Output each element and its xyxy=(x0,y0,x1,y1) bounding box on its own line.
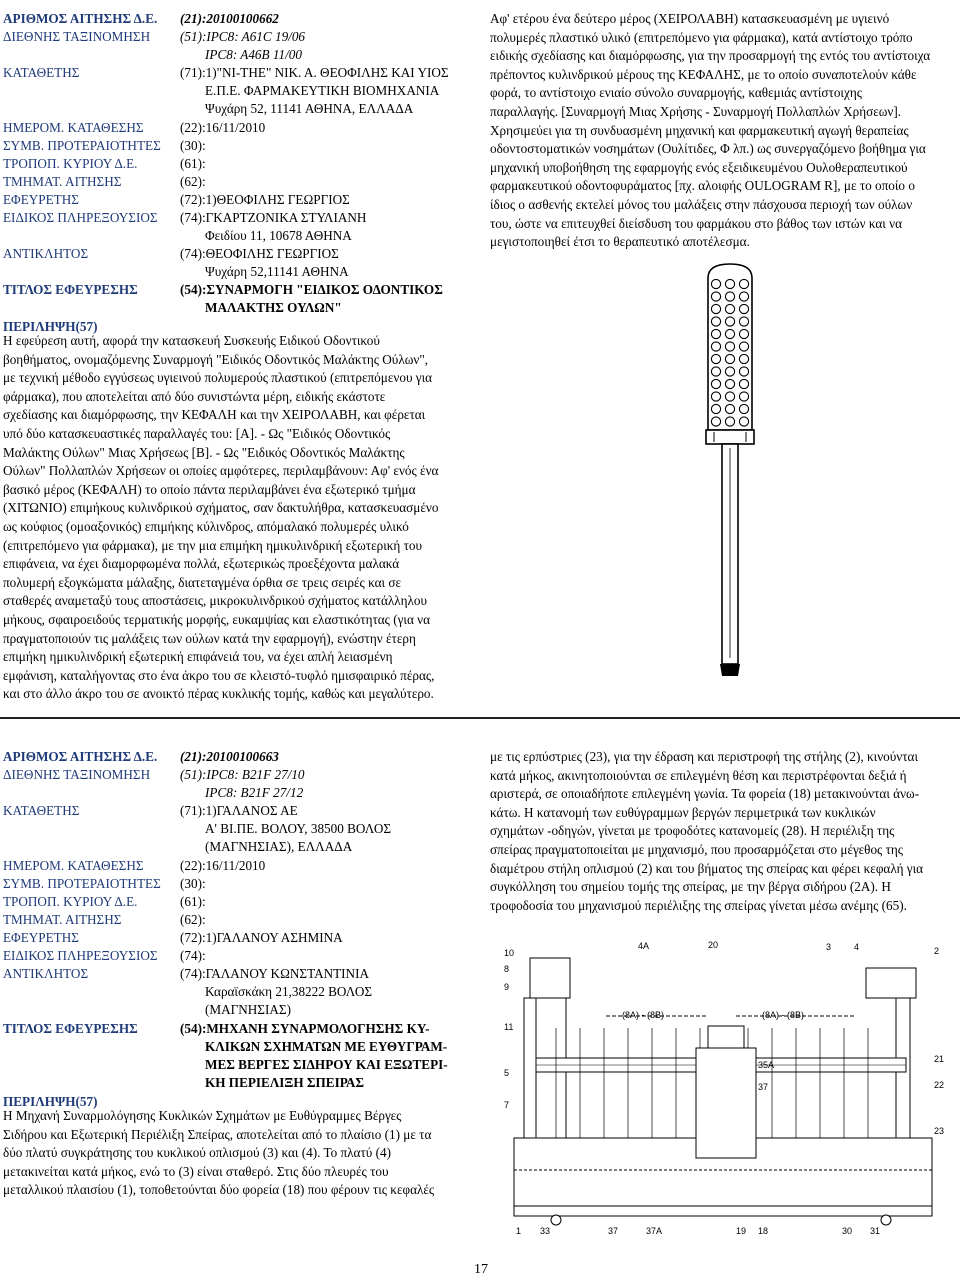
agent-label: ΕΙΔΙΚΟΣ ΠΛΗΡΕΞΟΥΣΙΟΣ xyxy=(3,210,158,225)
text-line: δύο πλατύ συγκράτησης του κυκλικού οπλισμού (3) και (4). Το πλατύ (4) xyxy=(3,1145,391,1161)
rep-address: Ψυχάρη 52,11141 ΑΘΗΝΑ xyxy=(205,264,349,279)
rep-label: ΑΝΤΙΚΛΗΤΟΣ xyxy=(3,966,89,981)
text-line: διαμέτρου στήλη οπλισμού (2) και του βήματος της σπείρας και φέρει κεφαλή για xyxy=(490,860,924,876)
nodule xyxy=(725,342,734,351)
text-line: Χρησιμεύει για τη συνδυασμένη μηχανική και φαρμακευτική αγωγή θεραπείας xyxy=(490,122,909,138)
ipc-label: ΔΙΕΘΝΗΣ ΤΑΞΙΝΟΜΗΣΗ xyxy=(3,767,151,782)
app-number-label: ΑΡΙΘΜΟΣ ΑΙΤΗΣΗΣ Δ.Ε. xyxy=(3,749,158,764)
label-33: 33 xyxy=(540,1226,551,1236)
text-line: πολυμερές πλαστικό υλικό (επιτρεπόμενο για φάρμακα), κατά αντίστοιχο τρόπο xyxy=(490,29,913,45)
label-11: 11 xyxy=(504,1022,514,1032)
text-line: τροφοδοσία του μηχανισμού περιέλιξης της σπείρας γίνεται μέσω ανέμης (65). xyxy=(490,897,907,913)
nodule xyxy=(725,329,734,338)
text-line: εμφάνιση, καταλήγοντας στο ένα άκρο του σε κλειστό-τυφλό ημισφαιρικό πέρας, xyxy=(3,667,435,683)
applicant-value-2: Ε.Π.Ε. ΦΑΡΜΑΚΕΥΤΙΚΗ ΒΙΟΜΗΧΑΝΙΑ xyxy=(205,83,440,98)
text-line: (ΧΙΤΩΝΙΟ) επιμήκους κυλινδρικού σχήματος, σαν δακτυλήθρα, κατασκευασμένο xyxy=(3,500,439,516)
nodule xyxy=(739,304,748,313)
app-number-value: (21):20100100662 xyxy=(180,11,279,26)
agent-label: ΕΙΔΙΚΟΣ ΠΛΗΡΕΞΟΥΣΙΟΣ xyxy=(3,948,158,963)
label-22: 22 xyxy=(934,1080,945,1090)
rep-value: (74):ΘΕΟΦΙΛΗΣ ΓΕΩΡΓΙΟΣ xyxy=(180,246,339,261)
applicant-address-2: (ΜΑΓΝΗΣΙΑΣ), ΕΛΛΑΔΑ xyxy=(205,839,353,854)
modif-label: ΤΡΟΠΟΠ. ΚΥΡΙΟΥ Δ.Ε. xyxy=(3,894,138,909)
nodule xyxy=(739,317,748,326)
nodule xyxy=(739,417,748,426)
ipc-value: (51):IPC8: B21F 27/10 xyxy=(180,767,305,782)
title-value-2: ΚΛΙΚΩΝ ΣΧΗΜΑΤΩΝ ΜΕ ΕΥΘΥΓΡΑΜ- xyxy=(205,1039,448,1054)
priority-value: (30): xyxy=(180,138,206,153)
text-line: Σιδήρου και Εξωτερική Περιέλιξη Σπείρας, αποτελείται από το πλαίσιο (1) με τα xyxy=(3,1126,432,1142)
applicant-value: (71):1)"NI-THE" ΝΙΚ. Α. ΘΕΟΦΙΛΗΣ ΚΑΙ ΥΙΟΣ xyxy=(180,65,449,80)
abstract-label: ΠΕΡΙΛΗΨΗ(57) xyxy=(3,1094,98,1109)
label-8a8b-2: (8Α) - (8Β) xyxy=(762,1010,805,1020)
text-line: πραγματοποιούν τις μαλάξεις των ούλων κατά την εφαρμογή), ενώστην έτερη xyxy=(3,630,416,646)
text-line: Η Μηχανή Συναρμολόγησης Κυκλικών Σχημάτων με Ευθύγραμμες Βέργες xyxy=(3,1108,402,1123)
label-23: 23 xyxy=(934,1126,945,1136)
text-line: ειδικής σχεδίασης και διαμόρφωσης, για την προσαρμογή της εντός του αντίστοιχα xyxy=(490,48,931,64)
text-line: σταθερές αναμεταξύ τους αποστάσεις, μικροκυλινδρικού σχήματος κατάλληλου xyxy=(3,593,428,609)
nodule xyxy=(739,367,748,376)
applicant-value: (71):1)ΓΑΛΑΝΟΣ ΑΕ xyxy=(180,803,298,818)
label-2: 2 xyxy=(934,946,940,956)
text-line: Η εφεύρεση αυτή, αφορά την κατασκευή Συσκευής Ειδικού Οδοντικού xyxy=(3,333,380,348)
text-line: ίδιος ο ασθενής εκτελεί μόνος του μαλάξεις στην πάσχουσα περιοχή των ούλων xyxy=(490,196,913,212)
text-line: οδοντοστοματικών νοσημάτων (Ουλίτιδες, Φ λπ.) ως συνεργαζόμενο βοήθημα για xyxy=(490,141,926,157)
label-3: 3 xyxy=(826,942,832,952)
label-37b: 37 xyxy=(608,1226,619,1236)
nodule xyxy=(725,354,734,363)
dental-massager-figure xyxy=(696,262,764,682)
label-30: 30 xyxy=(842,1226,853,1236)
label-19: 19 xyxy=(736,1226,747,1236)
label-7: 7 xyxy=(504,1100,510,1110)
text-line: φορά, το αντίστοιχο ενιαίο σύνολο συναρμογής, καθεμιάς αντίστοιχης xyxy=(490,85,862,101)
label-37: 37 xyxy=(758,1082,769,1092)
nodule xyxy=(725,379,734,388)
text-line: φαρμακευτικού οδοντοφυράματος [πχ. αλοιφής OULOGRAM R], με το οποίο ο xyxy=(490,178,915,194)
app-number-value: (21):20100100663 xyxy=(180,749,279,764)
nodule xyxy=(739,392,748,401)
label-4: 4 xyxy=(854,942,860,952)
applicant-label: ΚΑΤΑΘΕΤΗΣ xyxy=(3,65,80,80)
nodule xyxy=(739,342,748,351)
division-label: ΤΜΗΜΑΤ. ΑΙΤΗΣΗΣ xyxy=(3,912,122,927)
nodule xyxy=(711,404,720,413)
rep-label: ΑΝΤΙΚΛΗΤΟΣ xyxy=(3,246,89,261)
filing-date-label: ΗΜΕΡΟΜ. ΚΑΤΑΘΕΣΗΣ xyxy=(3,120,144,135)
agent-value: (74):ΓΚΑΡΤΖΟΝΙΚΑ ΣΤΥΛΙΑΝΗ xyxy=(180,210,367,225)
inventor-label: ΕΦΕΥΡΕΤΗΣ xyxy=(3,192,79,207)
text-line: μεγιστοποιηθεί έτσι το θεραπευτικό αποτέλεσμα. xyxy=(490,234,750,250)
nodule xyxy=(725,367,734,376)
nodule xyxy=(711,329,720,338)
label-9: 9 xyxy=(504,982,510,992)
text-line: παραλλαγής. [Συναρμογή Μιας Χρήσης - Συναρμογή Πολλαπλών Χρήσεων]. xyxy=(490,103,902,119)
text-line: υπό δύο κατασκευαστικές παραλλαγές του: [Α]. - Ως "Ειδικός Οδοντικός xyxy=(3,425,391,441)
abstract-label: ΠΕΡΙΛΗΨΗ(57) xyxy=(3,319,98,334)
text-line: με τεχνική μέθοδο εγγύσεως υγιεινού πολυμερούς πλαστικού (επιτρεπόμενου για xyxy=(3,370,433,386)
label-8: 8 xyxy=(504,964,510,974)
nodule xyxy=(725,392,734,401)
nodule xyxy=(725,404,734,413)
rep-value: (74):ΓΑΛΑΝΟΥ ΚΩΝΣΤΑΝΤΙΝΙΑ xyxy=(180,966,369,981)
label-1: 1 xyxy=(516,1226,522,1236)
nodule xyxy=(711,317,720,326)
rep-address-2: (ΜΑΓΝΗΣΙΑΣ) xyxy=(205,1002,291,1017)
text-line: Αφ' ετέρου ένα δεύτερο μέρος (ΧΕΙΡΟΛΑΒΗ) κατασκευασμένη με υγιεινό xyxy=(490,11,890,26)
text-line: του, ώστε να επιτευχθεί διείσδυση του φαρμάκου στο βάθος των ιστών και να xyxy=(490,215,902,231)
nodule xyxy=(725,304,734,313)
abstract-text xyxy=(3,332,469,704)
text-line: σχημάτων -οδηγών, γίνεται με τροφοδότες κατανομείς (28). Η περιέλιξη της xyxy=(490,823,895,839)
inventor-value: (72):1)ΘΕΟΦΙΛΗΣ ΓΕΩΡΓΙΟΣ xyxy=(180,192,350,207)
text-line: ως κούφιος (ομοαξονικός) επιμήκης κύλινδρος, απόμαλακό πολυμερές υλικό xyxy=(3,518,409,534)
text-line: φάρμακα), που αποτελείται από δύο συνιστώντα μέρη, ειδικής εκάστοτε xyxy=(3,388,386,404)
nodule xyxy=(711,342,720,351)
nodule xyxy=(725,317,734,326)
nodule xyxy=(739,292,748,301)
title-value: (54):ΣΥΝΑΡΜΟΓΗ "ΕΙΔΙΚΟΣ ΟΔΟΝΤΙΚΟΣ xyxy=(180,282,443,297)
nodule xyxy=(711,379,720,388)
label-31: 31 xyxy=(870,1226,881,1236)
division-value: (62): xyxy=(180,174,206,189)
text-line: βοηθήματος, ονομαζόμενης Συναρμογή "Ειδικός Οδοντικός Μαλάκτης Ούλων", xyxy=(3,351,429,367)
nodule xyxy=(711,354,720,363)
modif-value: (61): xyxy=(180,156,206,171)
ipc-value-2: IPC8: B21F 27/12 xyxy=(205,785,304,800)
label-35a: 35Α xyxy=(758,1060,775,1070)
label-18: 18 xyxy=(758,1226,769,1236)
agent-address: Φειδίου 11, 10678 ΑΘΗΝΑ xyxy=(205,228,352,243)
nodule xyxy=(725,417,734,426)
nodule xyxy=(739,404,748,413)
nodule xyxy=(711,392,720,401)
nodule xyxy=(739,379,748,388)
abstract-continuation xyxy=(490,748,953,915)
text-line: πολυμερή εξογκώματα μάλαξης, διατεταγμένα όρθια σε τρεις σειρές και σε xyxy=(3,574,401,590)
nodule xyxy=(711,367,720,376)
applicant-address: Ψυχάρη 52, 11141 ΑΘΗΝΑ, ΕΛΛΑΔΑ xyxy=(205,101,414,116)
applicant-address: Α' ΒΙ.ΠΕ. ΒΟΛΟΥ, 38500 ΒΟΛΟΣ xyxy=(205,821,392,836)
text-line: μηχανική υποβοήθηση της εφαρμογής ενός εξειδικευμένου Ουλοθεραπευτικού xyxy=(490,159,908,175)
nodule xyxy=(711,417,720,426)
text-line: μεταλλικού πλαισίου (1), τοποθετούνται δύο φορεία (18) που φέρουν τις κεφαλές xyxy=(3,1182,435,1198)
text-line: σπείρας πραγματοποιείται με μηχανισμό, που προσαρμόζεται στο μέγεθος της xyxy=(490,841,903,857)
nodule xyxy=(739,329,748,338)
nodule xyxy=(711,304,720,313)
label-20: 20 xyxy=(708,940,719,950)
inventor-label: ΕΦΕΥΡΕΤΗΣ xyxy=(3,930,79,945)
modif-value: (61): xyxy=(180,894,206,909)
agent-value: (74): xyxy=(180,948,206,963)
label-10: 10 xyxy=(504,948,515,958)
ipc-value-2: IPC8: A46B 11/00 xyxy=(205,47,302,62)
abstract-text xyxy=(3,1107,469,1200)
machine-figure xyxy=(496,938,954,1238)
abstract-continuation xyxy=(490,10,953,252)
nodule xyxy=(739,279,748,288)
nodule xyxy=(725,292,734,301)
text-line: σχεδίασης και διαμόρφωσης, την ΚΕΦΑΛΗ και την ΧΕΙΡΟΛΑΒΗ, και φέρεται xyxy=(3,407,426,423)
filing-date-value: (22):16/11/2010 xyxy=(180,120,266,135)
text-line: κάτω. Η κατανομή των ευθύγραμμων βεργών περιμετρικά των κυκλικών xyxy=(490,804,876,820)
nodule xyxy=(725,279,734,288)
label-37a: 37Α xyxy=(646,1226,663,1236)
filing-date-value: (22):16/11/2010 xyxy=(180,858,266,873)
text-line: (επιτρεπόμενο για φάρμακα), με την μια επιμήκη ημικυλινδρική εξωτερική του xyxy=(3,537,423,553)
division-label: ΤΜΗΜΑΤ. ΑΙΤΗΣΗΣ xyxy=(3,174,122,189)
title-label: ΤΙΤΛΟΣ ΕΦΕΥΡΕΣΗΣ xyxy=(3,1021,138,1036)
ipc-value: (51):IPC8: A61C 19/06 xyxy=(180,29,306,44)
text-line: συγκόλληση του σημείου τομής της σπείρας, με την βέργα σιδήρου (2Α). Η xyxy=(490,879,891,895)
division-value: (62): xyxy=(180,912,206,927)
applicant-label: ΚΑΤΑΘΕΤΗΣ xyxy=(3,803,80,818)
nodule xyxy=(739,354,748,363)
priority-label: ΣΥΜΒ. ΠΡΟΤΕΡΑΙΟΤΗΤΕΣ xyxy=(3,138,161,153)
page-number: 17 xyxy=(474,1262,488,1277)
label-21: 21 xyxy=(934,1054,945,1064)
priority-label: ΣΥΜΒ. ΠΡΟΤΕΡΑΙΟΤΗΤΕΣ xyxy=(3,876,161,891)
text-line: αριστερά, σε οποιαδήποτε επιλεγμένη γωνία. Τα φορεία (18) μετακινούνται άνω- xyxy=(490,786,920,802)
nodule xyxy=(711,279,720,288)
text-line: και στο άλλο άκρο του σε ανοικτό πέρας κυκλικής τομής, καθώς και μεγαλύτερο. xyxy=(3,686,434,702)
filing-date-label: ΗΜΕΡΟΜ. ΚΑΤΑΘΕΣΗΣ xyxy=(3,858,144,873)
title-value-3: ΜΕΣ ΒΕΡΓΕΣ ΣΙΔΗΡΟΥ ΚΑΙ ΕΞΩΤΕΡΙ- xyxy=(205,1057,448,1072)
ipc-label: ΔΙΕΘΝΗΣ ΤΑΞΙΝΟΜΗΣΗ xyxy=(3,29,151,44)
text-line: πρέποντος κυλινδρικού μέρους της ΚΕΦΑΛΗΣ, με το οποίο συναποτελούν κάθε xyxy=(490,66,917,82)
label-5: 5 xyxy=(504,1068,510,1078)
text-line: Μαλάκτης Ούλων" Μιας Χρήσεως [Β]. - Ως "Ειδικός Οδοντικός Μαλάκτης xyxy=(3,444,405,460)
text-line: κατά μήκος, ακινητοποιούνται σε επιλεγμένη θέση και περιστρέφονται δεξιά ή xyxy=(490,767,907,783)
app-number-label: ΑΡΙΘΜΟΣ ΑΙΤΗΣΗΣ Δ.Ε. xyxy=(3,11,158,26)
title-value-2: ΜΑΛΑΚΤΗΣ ΟΥΛΩΝ" xyxy=(205,300,342,315)
text-line: με τις ερπύστριες (23), για την έδραση και περιστροφή της στήλης (2), κινούνται xyxy=(490,749,918,764)
section-divider xyxy=(0,717,960,719)
text-line: επιμήκη ημικυλινδρική εξωτερική επιφάνειά του, να έχει απλή λειασμένη xyxy=(3,649,393,665)
text-line: βασικό μέρος (ΚΕΦΑΛΗ) το οποίο πάντα περιλαμβάνει ένα εξωτερικό τμήμα xyxy=(3,481,416,497)
nodule xyxy=(711,292,720,301)
rep-address: Καραϊσκάκη 21,38222 ΒΟΛΟΣ xyxy=(205,984,373,999)
text-line: μετακινείται κατά μήκος, ενώ το (3) είναι σταθερό. Στις δύο πλευρές του xyxy=(3,1163,389,1179)
text-line: Ούλων" Πολλαπλών Χρήσεων οι οποίες αμφότερες, περιλαμβάνουν: Αφ' ενός ένα xyxy=(3,463,439,479)
title-label: ΤΙΤΛΟΣ ΕΦΕΥΡΕΣΗΣ xyxy=(3,282,138,297)
priority-value: (30): xyxy=(180,876,206,891)
label-8a8b-1: (8Α) - (8Β) xyxy=(622,1010,665,1020)
label-4a: 4Α xyxy=(638,941,650,951)
inventor-value: (72):1)ΓΑΛΑΝΟΥ ΑΣΗΜΙΝΑ xyxy=(180,930,343,945)
text-line: επιφάνεια, να έχει διαμορφωμένα πολλά, εξωτερικώς προεξέχοντα μαλακά xyxy=(3,556,400,572)
title-value-4: ΚΗ ΠΕΡΙΕΛΙΞΗ ΣΠΕΙΡΑΣ xyxy=(205,1075,364,1090)
text-line: μήκους, σφαιροειδούς τερματικής μορφής, ευκαμψίας και ελαστικότητας (για να xyxy=(3,611,431,627)
title-value: (54):ΜΗΧΑΝΗ ΣΥΝΑΡΜΟΛΟΓΗΣΗΣ ΚΥ- xyxy=(180,1021,430,1036)
modif-label: ΤΡΟΠΟΠ. ΚΥΡΙΟΥ Δ.Ε. xyxy=(3,156,138,171)
